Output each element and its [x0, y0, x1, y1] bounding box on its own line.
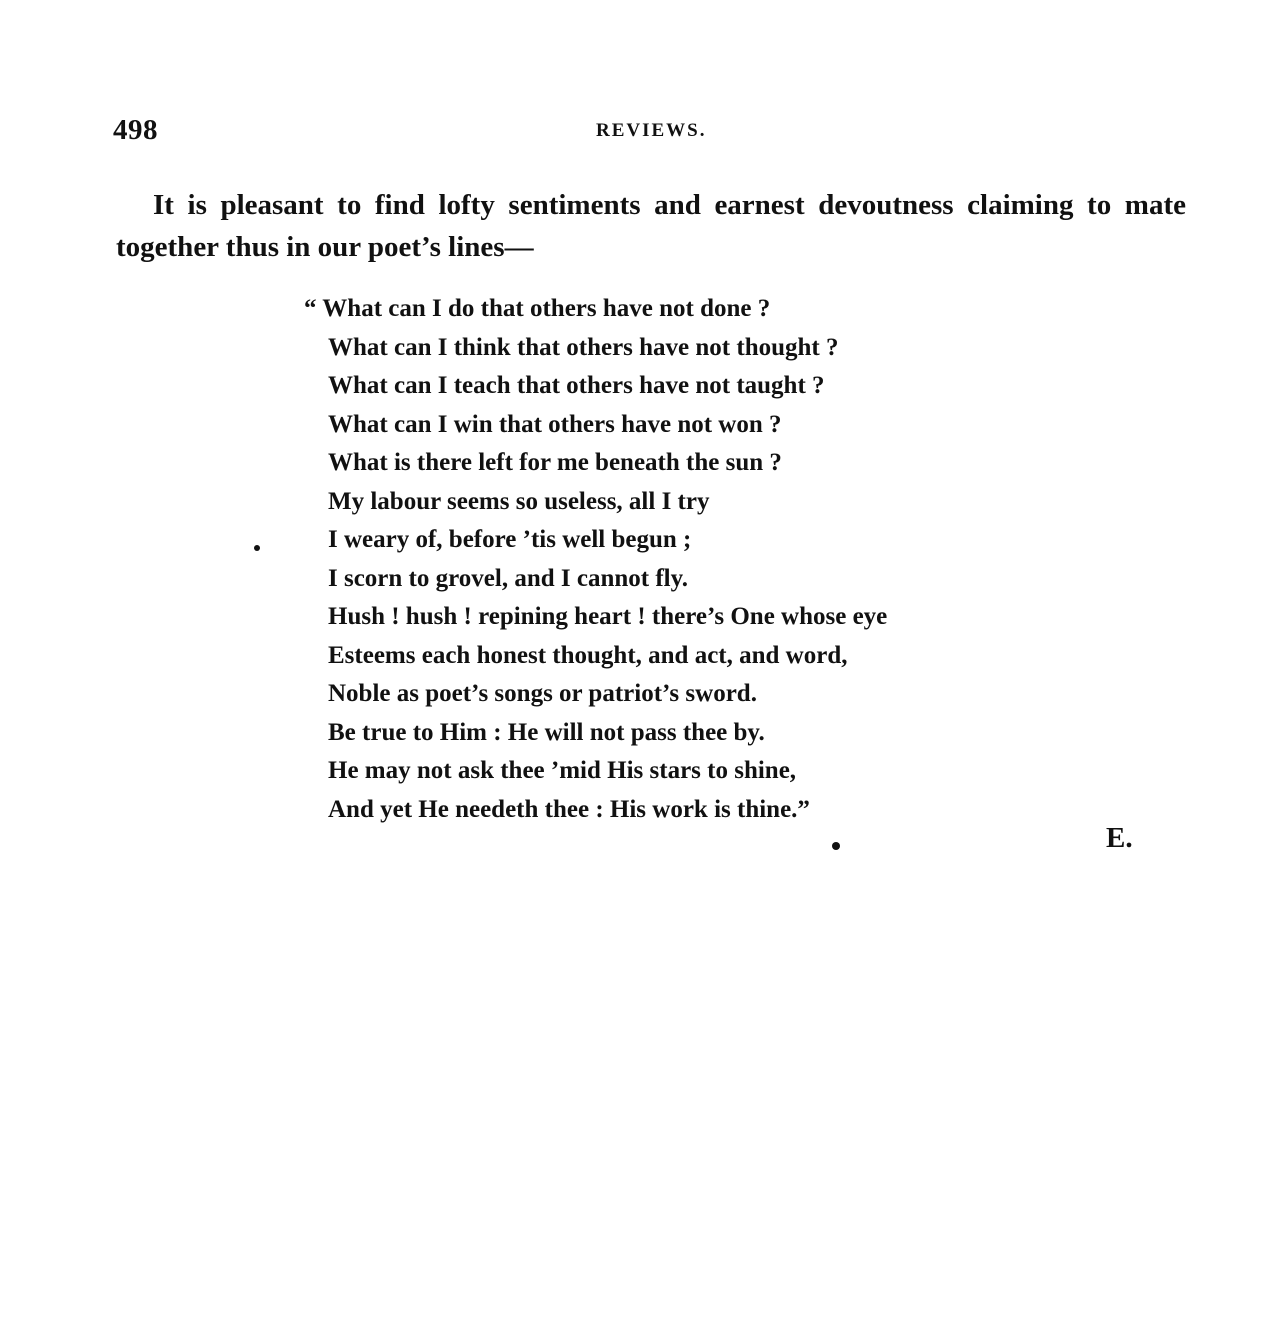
poem-line: And yet He needeth thee : His work is thine.” [328, 795, 810, 823]
running-head: REVIEWS. [596, 120, 707, 141]
poem-line: What can I teach that others have not taught ? [328, 372, 825, 399]
page-number: 498 [113, 114, 158, 146]
poem-line: My labour seems so useless, all I try [328, 487, 710, 515]
poem-line: What is there left for me beneath the sun ? [328, 449, 782, 476]
poem-line: Esteems each honest thought, and act, and word, [328, 641, 848, 669]
intro-paragraph: It is pleasant to find lofty sentiments and earnest devoutness claiming to mate together thus in our poet’s lines— [116, 189, 1186, 263]
poem-line: Noble as poet’s songs or patriot’s sword. [328, 680, 757, 707]
author-signature: E. [1106, 822, 1133, 854]
poem-line: Hush ! hush ! repining heart ! there’s One whose eye [328, 603, 888, 630]
poem-line: I weary of, before ’tis well begun ; [328, 526, 692, 553]
ink-speck [254, 545, 260, 551]
poem-line: I scorn to grovel, and I cannot fly. [328, 564, 688, 592]
poem-line: He may not ask thee ’mid His stars to shine, [328, 757, 797, 784]
poem-line: What can I think that others have not thought ? [328, 333, 839, 361]
ink-speck [832, 842, 840, 850]
poem-stanza [300, 290, 887, 829]
poem-line: What can I win that others have not won ? [328, 410, 782, 438]
poem-line: Be true to Him : He will not pass thee by. [328, 718, 765, 746]
poem-line: “ What can I do that others have not done ? [304, 295, 771, 322]
